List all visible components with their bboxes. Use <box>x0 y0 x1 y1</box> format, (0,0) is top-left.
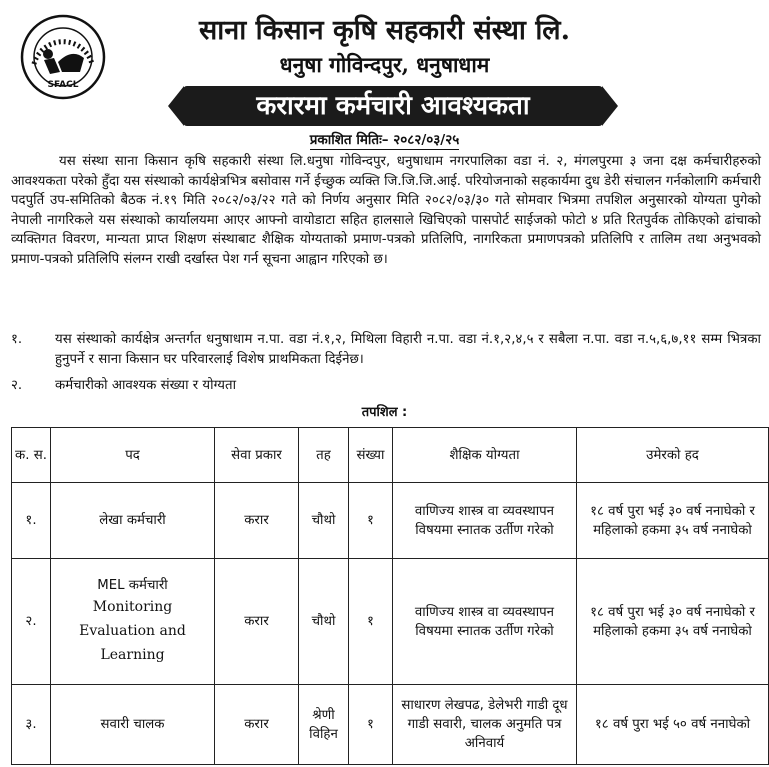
header-sn: क. स. <box>12 428 51 483</box>
intro-paragraph: यस संस्था साना किसान कृषि सहकारी संस्था लि.धनुषा गोविन्दपुर, धनुषाधाम नगरपालिका वडा नं. २, मंगलपुरमा ३ जना दक्ष कर्मचारीहरुको आवश्यकता परेको हुँदा यस संस्थाको कार्यक्षेत्रभित्र बसोवास गर्ने ईच्छुक व्यक्ति जि.जि.जि.आई. परियोजनाको सहकार्यमा दुध डेरी संचालन गर्नकोलागि कर्मचारी पदपुर्ति उप-समितिको बैठक नं.१९ मिति २०८२/०३/२२ गते को निर्णय अनुसार मिति २०८२/०३/३० गते सोमवार भित्रमा तपशिल अनुसारको योग्यता पुगेको नेपाली नागरिकले यस संस्थाको कार्यालयमा आएर आफ्नो वायोडाटा सहित हालसाले खिचिएको पासपोर्ट साईजको फोटो ४ प्रति रितपुर्वक तोकिएको ढांचाको व्यक्तिगत विवरण, मान्यता प्राप्त शिक्षण संस्थाबाट शैक्षिक योग्यताको प्रमाण-पत्रको प्रतिलिपि, नागरिकता प्रमाणपत्रको प्रतिलिपि र तालिम तथा अनुभवको प्रमाण-पत्रको प्रतिलिपि संलग्न राखी दर्खास्त पेश गर्न सूचना आह्वान गरिएको छ। <box>11 154 761 267</box>
header-age-limit: उमेरको हद <box>577 428 769 483</box>
banner-right-point <box>602 86 618 126</box>
cell-age-limit: १८ वर्ष पुरा भई ३० वर्ष ननाघेको र महिलाको हकमा ३५ वर्ष ननाघेको <box>577 559 769 685</box>
cell-service-type: करार <box>215 559 299 685</box>
cell-age-limit: १८ वर्ष पुरा भई ३० वर्ष ननाघेको र महिलाको हकमा ३५ वर्ष ननाघेको <box>577 483 769 559</box>
cell-post-label: MEL कर्मचारी <box>97 578 168 593</box>
cell-qualification: वाणिज्य शास्त्र वा व्यवस्थापन विषयमा स्नातक उर्तीण गरेको <box>393 559 577 685</box>
cell-level: चौथो <box>299 559 349 685</box>
cell-post: लेखा कर्मचारी <box>51 483 215 559</box>
cell-qualification: साधारण लेखपढ, डेलेभरी गाडी दूध गाडी सवारी, चालक अनुमति पत्र अनिवार्य <box>393 685 577 765</box>
header-post: पद <box>51 428 215 483</box>
cell-sn: २. <box>12 559 51 685</box>
header-service-type: सेवा प्रकार <box>215 428 299 483</box>
cell-post <box>51 559 215 685</box>
cell-sn: १. <box>12 483 51 559</box>
logo-text: SFACL <box>47 80 79 90</box>
point-text: यस संस्थाको कार्यक्षेत्र अन्तर्गत धनुषाधाम न.पा. वडा नं.१,२, मिथिला विहारी न.पा. वडा नं.१,२,४,५ र सबैला न.पा. वडा न.५,६,७,११ सम्म भित्रका हुनुपर्ने र साना किसान घर परिवारलाई विशेष प्राथमिकता दिईनेछ। <box>55 332 761 367</box>
organization-address: धनुषा गोविन्दपुर, धनुषाधाम <box>279 52 490 77</box>
table-header-row <box>12 428 769 483</box>
cell-qualification: वाणिज्य शास्त्र वा व्यवस्थापन विषयमा स्नातक उर्तीण गरेको <box>393 483 577 559</box>
banner-left-point <box>168 86 184 126</box>
cell-post: सवारी चालक <box>51 685 215 765</box>
cell-service-type: करार <box>215 483 299 559</box>
cell-count: १ <box>349 483 393 559</box>
cell-count: १ <box>349 559 393 685</box>
table-row <box>12 685 769 765</box>
point-number: २. <box>11 378 23 393</box>
organization-name: साना किसान कृषि सहकारी संस्था लि. <box>198 15 571 46</box>
notice-banner-title: करारमा कर्मचारी आवश्यकता <box>183 86 603 126</box>
cell-sn: ३. <box>12 685 51 765</box>
point-text: कर्मचारीको आवश्यक संख्या र योग्यता <box>55 378 237 393</box>
header-qualification: शैक्षिक योग्यता <box>393 428 577 483</box>
publication-date <box>0 130 769 148</box>
table-row <box>12 483 769 559</box>
cell-service-type: करार <box>215 685 299 765</box>
point-item <box>11 376 761 396</box>
header-level: तह <box>299 428 349 483</box>
table-caption: तपशिल : <box>361 405 408 420</box>
point-item <box>11 330 761 369</box>
point-number: १. <box>11 332 23 347</box>
cell-level: श्रेणी विहिन <box>299 685 349 765</box>
cell-count: १ <box>349 685 393 765</box>
cell-level: चौथो <box>299 483 349 559</box>
cell-age-limit: १८ वर्ष पुरा भई ५० वर्ष ननाघेको <box>577 685 769 765</box>
cell-post-english: Monitoring Evaluation and Learning <box>79 599 186 663</box>
vacancy-table <box>11 427 769 765</box>
table-row <box>12 559 769 685</box>
header-count: संख्या <box>349 428 393 483</box>
publication-date-text: प्रकाशित मितिः– २०८२/०३/२५ <box>309 132 460 148</box>
